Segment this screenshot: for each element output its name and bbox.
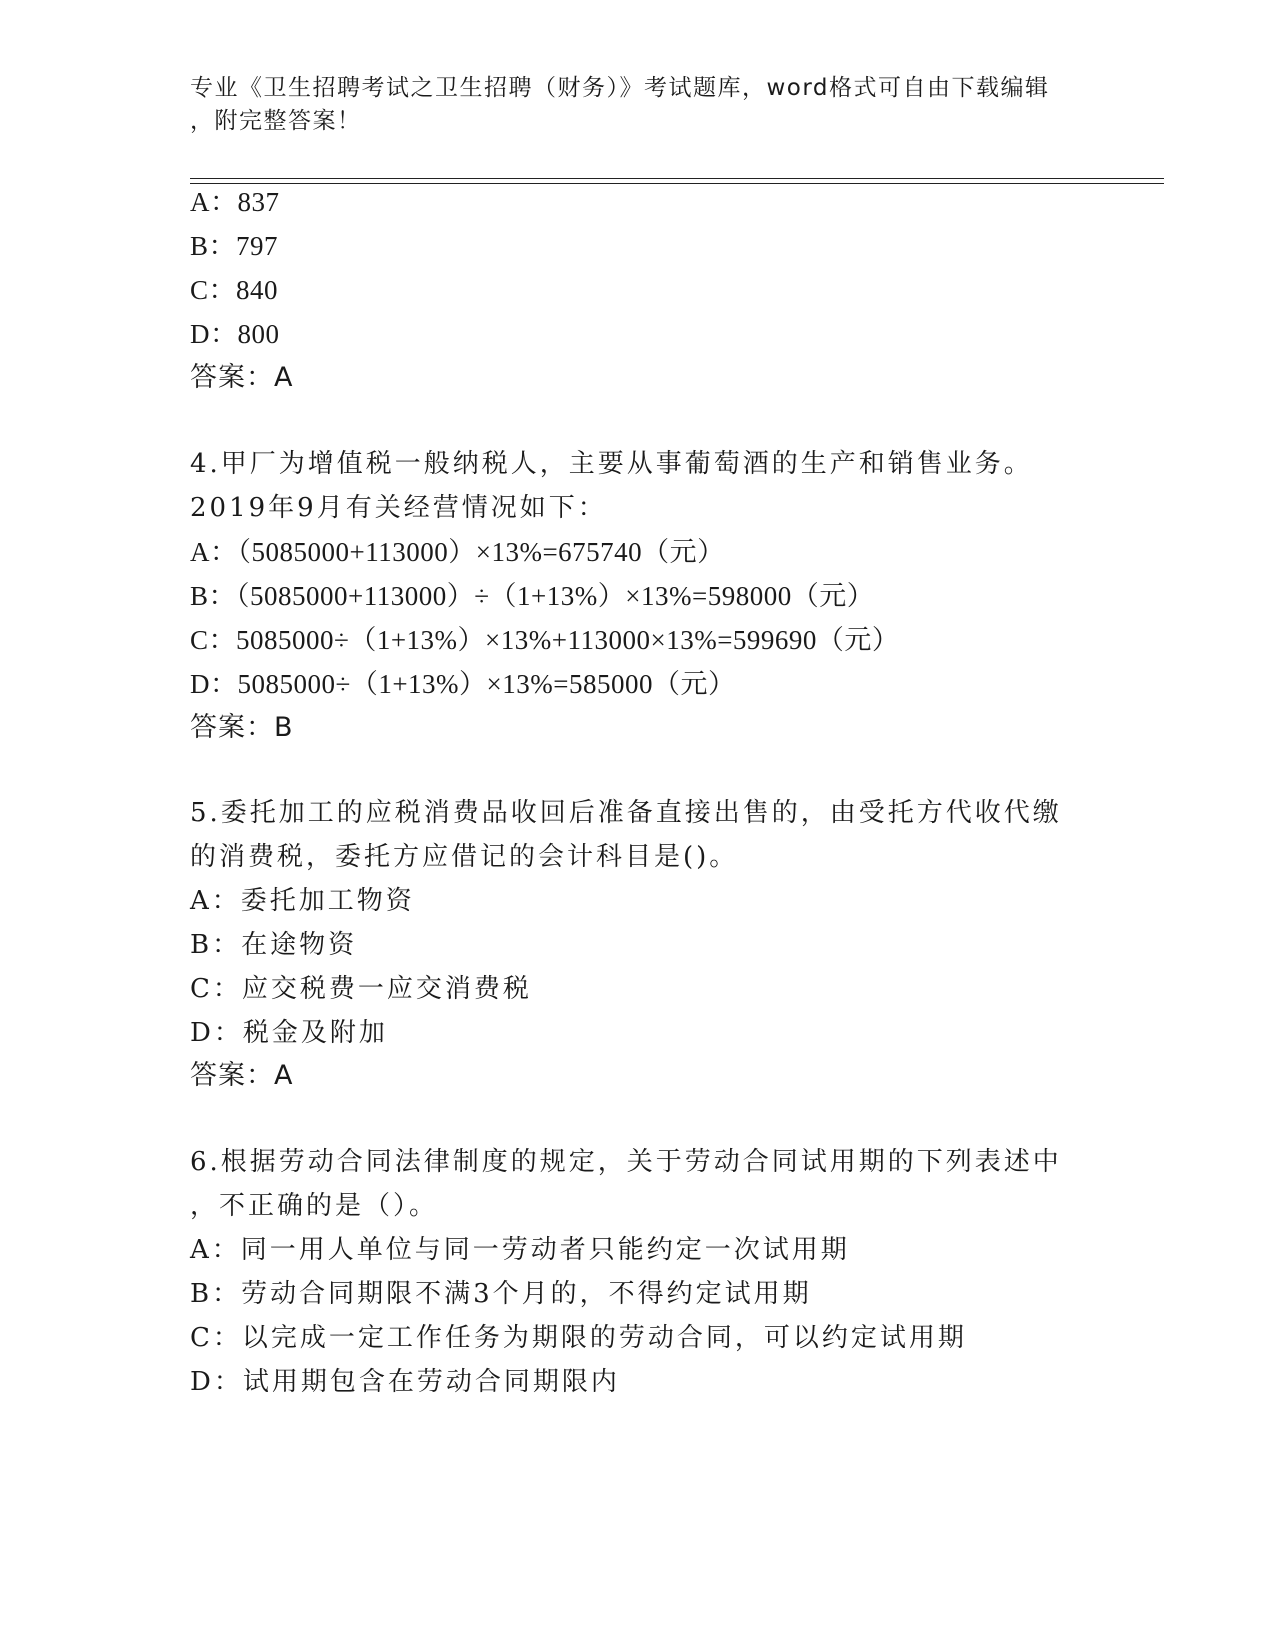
q6-stem-line1: 6.根据劳动合同法律制度的规定，关于劳动合同试用期的下列表述中 (190, 1147, 1062, 1177)
header-title-line2: ，附完整答案！ (190, 108, 362, 134)
q3-option-b: B：797 (190, 231, 279, 261)
q5-option-a: A：委托加工物资 (190, 886, 415, 916)
q4-answer: 答案：B (190, 712, 294, 743)
q6-option-a: A：同一用人单位与同一劳动者只能约定一次试用期 (190, 1235, 850, 1265)
q4-option-a: A：（5085000+113000）×13%=675740（元） (190, 537, 725, 567)
q5-option-b: B：在途物资 (190, 930, 358, 960)
header-divider-bottom (190, 183, 1164, 184)
q3-option-c: C：840 (190, 275, 279, 305)
q5-option-c: C：应交税费一应交消费税 (190, 974, 532, 1004)
q6-option-d: D：试用期包含在劳动合同期限内 (190, 1367, 620, 1397)
q4-option-d: D：5085000÷（1+13%）×13%=585000（元） (190, 669, 736, 699)
q3-option-d: D：800 (190, 319, 280, 349)
q4-option-c: C：5085000÷（1+13%）×13%+113000×13%=599690（元） (190, 625, 900, 655)
q6-option-c: C：以完成一定工作任务为期限的劳动合同，可以约定试用期 (190, 1323, 967, 1353)
q3-answer: 答案：A (190, 362, 294, 393)
q5-stem-line2: 的消费税，委托方应借记的会计科目是()。 (190, 842, 739, 872)
q6-option-b: B：劳动合同期限不满3个月的，不得约定试用期 (190, 1279, 812, 1309)
q6-stem-line2: ，不正确的是（）。 (190, 1191, 439, 1221)
q4-stem-line2: 2019年9月有关经营情况如下： (190, 493, 607, 523)
q4-stem-line1: 4.甲厂为增值税一般纳税人，主要从事葡萄酒的生产和销售业务。 (190, 449, 1033, 479)
q3-option-a: A：837 (190, 187, 280, 217)
document-header (190, 72, 1090, 138)
header-title-line1: 专业《卫生招聘考试之卫生招聘（财务）》考试题库，word格式可自由下载编辑 (190, 75, 1050, 101)
q4-option-b: B：（5085000+113000）÷（1+13%）×13%=598000（元） (190, 581, 875, 611)
q5-answer: 答案：A (190, 1060, 294, 1091)
q5-stem-line1: 5.委托加工的应税消费品收回后准备直接出售的，由受托方代收代缴 (190, 798, 1062, 828)
header-divider-top (190, 178, 1164, 179)
q5-option-d: D：税金及附加 (190, 1018, 388, 1048)
